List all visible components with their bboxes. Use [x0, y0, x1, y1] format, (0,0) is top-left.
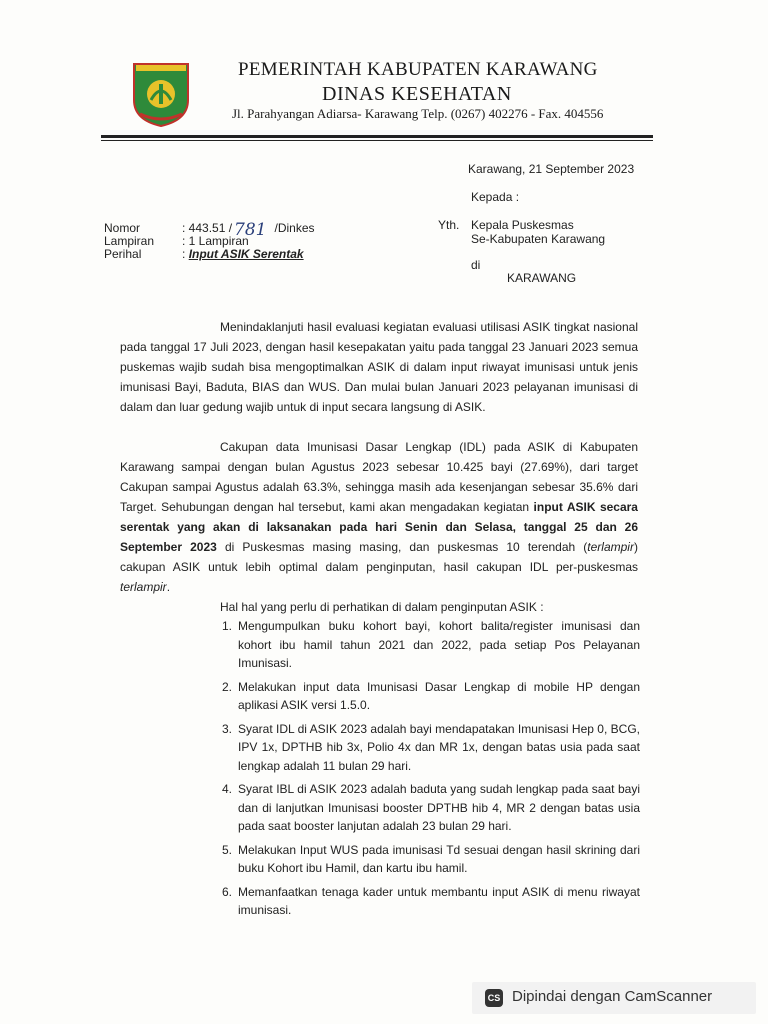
recipient-line2: Se-Kabupaten Karawang — [471, 232, 606, 246]
camscanner-text: Dipindai dengan CamScanner — [512, 988, 713, 1005]
recipient-city: KARAWANG — [507, 271, 577, 285]
paragraph-1: Menindaklanjuti hasil evaluasi kegiatan evaluasi utilisasi ASIK tingkat nasional pada tanggal 17 Juli 2023, dengan hasil kesepakatan yaitu pada tanggal 23 Januari 2023 semua puskemas wajib sudah bisa mengoptimalkan ASIK di dalam input riwayat imunisasi untuk jenis imunisasi Bayi, Baduta, BIAS dan WUS. Dan mulai bulan Januari 2023 pelayanan imunisasi di dalam dan luar gedung wajib untuk di input secara langsung di ASIK. — [120, 320, 638, 414]
nomor-label: Nomor — [104, 221, 141, 235]
kepada-label: Kepada : — [471, 190, 520, 204]
requirements-list — [222, 617, 640, 925]
recipient-line1: Kepala Puskesmas — [471, 218, 574, 232]
list-item: 5. Melakukan Input WUS pada imunisasi Td sesuai dengan hasil skrining dari buku Kohort ibu Hamil, dan kartu ibu hamil. — [222, 842, 640, 875]
list-intro: Hal hal yang perlu di perhatikan di dalam penginputan ASIK : — [220, 600, 544, 614]
list-item: 2. Melakukan input data Imunisasi Dasar Lengkap di mobile HP dengan aplikasi ASIK versi 1.5.0. — [222, 679, 640, 712]
list-item: 4. Syarat IBL di ASIK 2023 adalah baduta yang sudah lengkap pada saat bayi dan di lanjutkan Imunisasi booster DPTHB hib 4, MR 2 dengan batas usia pada saat booster lanjutan adalah 23 bulan 29 hari. — [222, 782, 640, 833]
perihal-label: Perihal — [104, 247, 142, 261]
yth-label: Yth. — [438, 218, 460, 232]
lampiran-label: Lampiran — [104, 234, 155, 248]
paragraph-2: Cakupan data Imunisasi Dasar Lengkap (IDL) pada ASIK di Kabupaten Karawang sampai dengan bulan Agustus 2023 sebesar 10.425 bayi (27.69%), dari target Cakupan sampai Agustus adalah 63.3%, sehingga masih ada kesenjangan sebesar 35.6% dari Target. Sehubungan dengan hal tersebut, kami akan mengadakan kegiatan input ASIK secara serentak yang akan di laksanakan pada hari Senin dan Selasa, tanggal 25 dan 26 September 2023 di Puskesmas masing masing, dan puskesmas 10 terendah (terlampir) cakupan ASIK untuk lebih optimal dalam penginputan, hasil cakupan IDL per-puskesmas terlampir. — [120, 440, 638, 594]
lampiran-value: : 1 Lampiran — [182, 234, 249, 248]
list-item: 1. Mengumpulkan buku kohort bayi, kohort balita/register imunisasi dan kohort ibu hamil tahun 2021 dan 2022, pada setiap Pos Pelayanan Imunisasi. — [222, 619, 640, 670]
recipient-di: di — [471, 258, 481, 272]
letterhead-address: Jl. Parahyangan Adiarsa- Karawang Telp. (0267) 402276 - Fax. 404556 — [232, 106, 604, 121]
letterhead-rule-thin — [101, 140, 653, 141]
karawang-emblem-logo — [130, 60, 192, 128]
list-item: 3. Syarat IDL di ASIK 2023 adalah bayi mendapatakan Imunisasi Hep 0, BCG, IPV 1x, DPTHB hib 3x, Polio 4x dan MR 1x, dengan batas usia pada saat lengkap adalah 11 bulan 29 hari. — [222, 721, 640, 773]
letterhead-government: PEMERINTAH KABUPATEN KARAWANG — [238, 59, 598, 80]
letter-date: Karawang, 21 September 2023 — [468, 162, 635, 176]
camscanner-icon: CS — [485, 989, 503, 1007]
perihal-value: : Input ASIK Serentak — [182, 247, 304, 261]
nomor-value: : 443.51 / 781 /Dinkes — [182, 220, 315, 240]
letterhead-department: DINAS KESEHATAN — [322, 83, 512, 105]
letterhead-rule-thick — [101, 135, 653, 138]
handwritten-number: 781 — [234, 220, 267, 240]
list-item: 6. Memanfaatkan tenaga kader untuk membantu input ASIK di menu riwayat imunisasi. — [222, 884, 640, 917]
